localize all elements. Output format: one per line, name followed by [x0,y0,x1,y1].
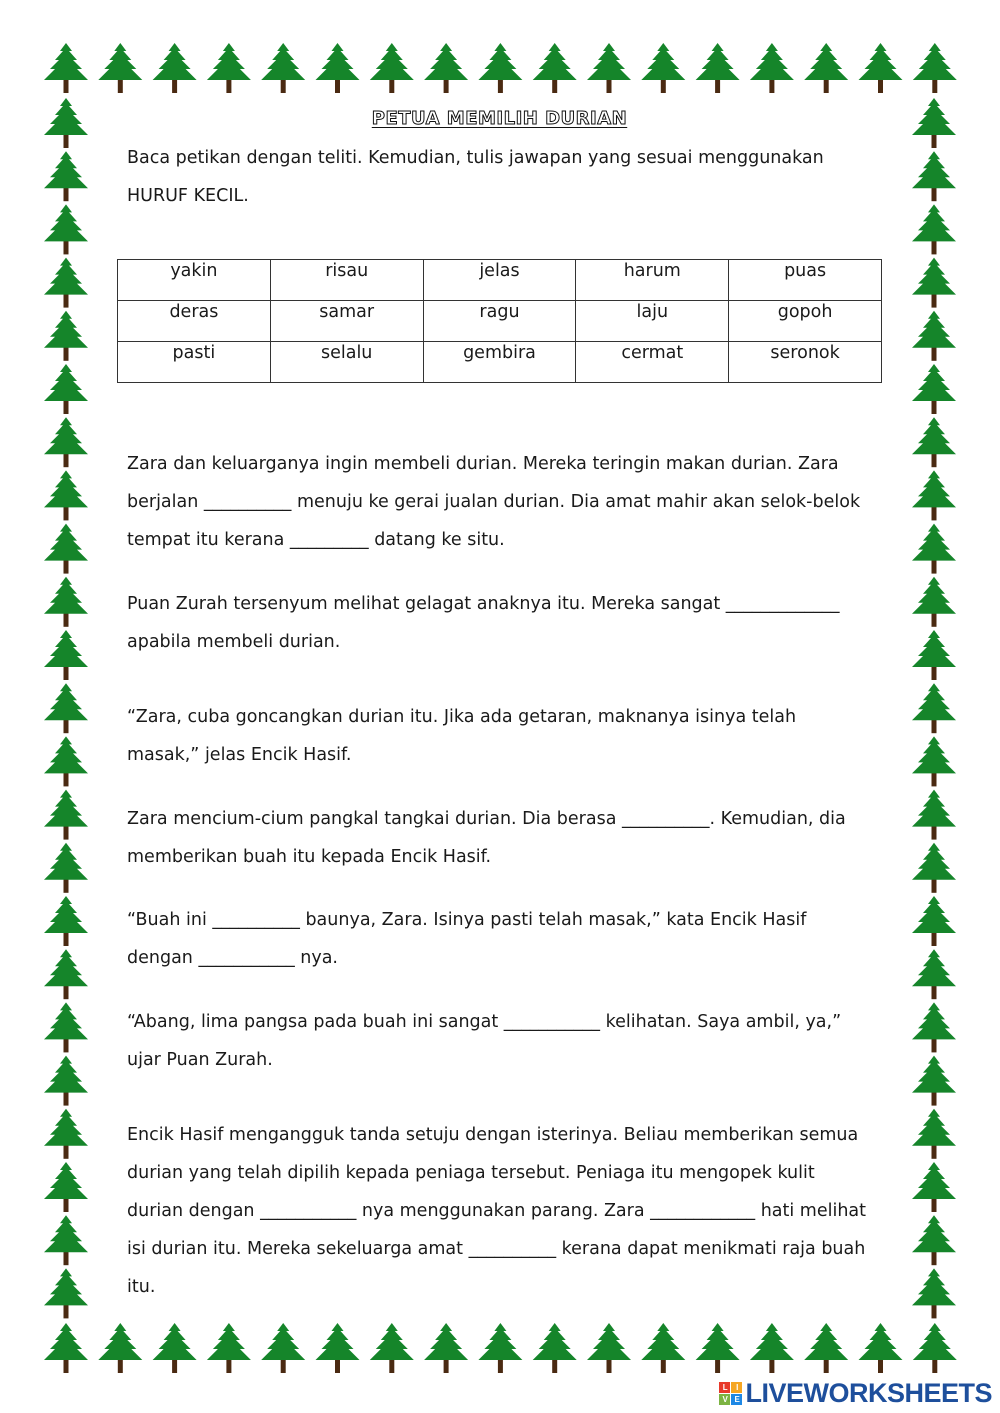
pine-tree-icon [316,43,360,93]
word-bank-table [117,259,882,383]
pine-tree-icon [912,524,956,574]
table-row [118,342,882,383]
pine-tree-icon [912,1109,956,1159]
pine-tree-icon [533,1323,577,1373]
pine-tree-icon [153,1323,197,1373]
word-cell: seronok [729,342,882,383]
pine-tree-icon [98,43,142,93]
word-cell: samar [270,301,423,342]
pine-tree-icon [912,1268,956,1318]
pine-tree-icon [44,470,88,520]
pine-tree-icon [912,683,956,733]
pine-tree-icon [912,1056,956,1106]
pine-tree-icon [44,151,88,201]
liveworksheets-watermark [719,1378,992,1409]
word-cell: gopoh [729,301,882,342]
pine-tree-icon [44,311,88,361]
pine-tree-icon [696,1323,740,1373]
passage-paragraph-6: “Abang, lima pangsa pada buah ini sangat ___________ kelihatan. Saya ambil, ya,” ujar Puan Zurah. [127,1012,842,1070]
word-cell: puas [729,260,882,301]
pine-tree-icon [44,790,88,840]
pine-tree-icon [44,417,88,467]
pine-tree-icon [912,151,956,201]
word-cell: selalu [270,342,423,383]
logo-letter: L [719,1382,730,1393]
pine-tree-icon [533,43,577,93]
pine-tree-icon [912,204,956,254]
word-cell: risau [270,260,423,301]
pine-tree-icon [44,736,88,786]
pine-tree-icon [44,1056,88,1106]
pine-tree-icon [912,843,956,893]
pine-tree-icon [478,1323,522,1373]
pine-tree-icon [261,43,305,93]
pine-tree-icon [424,43,468,93]
pine-tree-icon [98,1323,142,1373]
passage-paragraph-5: “Buah ini __________ baunya, Zara. Isinya pasti telah masak,” kata Encik Hasif dengan ___________ nya. [127,910,807,968]
pine-tree-icon [859,1323,903,1373]
pine-tree-icon [912,577,956,627]
pine-tree-icon [207,43,251,93]
pine-tree-icon [912,790,956,840]
word-cell: jelas [423,260,576,301]
pine-tree-icon [641,43,685,93]
pine-tree-icon [750,1323,794,1373]
worksheet-content [127,108,872,1297]
pine-tree-icon [44,843,88,893]
pine-tree-icon [912,311,956,361]
pine-tree-icon [44,1215,88,1265]
pine-tree-icon [261,1323,305,1373]
instruction-text: Baca petikan dengan teliti. Kemudian, tulis jawapan yang sesuai menggunakan HURUF KECIL. [127,148,824,206]
logo-letter: I [731,1382,742,1393]
pine-tree-icon [859,43,903,93]
pine-tree-icon [912,1002,956,1052]
pine-tree-icon [912,630,956,680]
pine-tree-icon [587,1323,631,1373]
pine-tree-icon [912,417,956,467]
pine-tree-icon [804,1323,848,1373]
pine-tree-icon [913,1323,957,1373]
pine-tree-icon [44,258,88,308]
pine-tree-icon [912,1162,956,1212]
word-cell: gembira [423,342,576,383]
pine-tree-icon [44,949,88,999]
pine-tree-icon [44,43,88,93]
pine-tree-icon [804,43,848,93]
pine-tree-icon [207,1323,251,1373]
pine-tree-icon [44,1268,88,1318]
word-cell: yakin [118,260,271,301]
word-cell: ragu [423,301,576,342]
pine-tree-icon [913,43,957,93]
pine-tree-icon [750,43,794,93]
passage-paragraph-2: Puan Zurah tersenyum melihat gelagat anaknya itu. Mereka sangat _____________ apabila membeli durian. [127,594,840,652]
passage-paragraph-3: “Zara, cuba goncangkan durian itu. Jika ada getaran, maknanya isinya telah masak,” jelas Encik Hasif. [127,707,797,765]
table-row [118,301,882,342]
pine-tree-icon [44,98,88,148]
pine-tree-icon [44,577,88,627]
pine-tree-icon [912,949,956,999]
logo-letter: E [731,1394,742,1405]
page-title: PETUA MEMILIH DURIAN [371,108,628,129]
pine-tree-icon [912,736,956,786]
pine-tree-icon [912,258,956,308]
pine-tree-icon [912,1215,956,1265]
word-cell: pasti [118,342,271,383]
pine-tree-icon [44,524,88,574]
word-cell: deras [118,301,271,342]
pine-tree-icon [912,470,956,520]
table-row [118,260,882,301]
pine-tree-icon [370,43,414,93]
passage-paragraph-1: Zara dan keluarganya ingin membeli durian. Mereka teringin makan durian. Zara berjalan __________ menuju ke gerai jualan durian. Dia amat mahir akan selok-belok tempat itu kerana _________ datang ke situ. [127,454,861,550]
pine-tree-icon [912,98,956,148]
pine-tree-icon [912,896,956,946]
word-cell: laju [576,301,729,342]
pine-tree-icon [696,43,740,93]
pine-tree-icon [44,1323,88,1373]
pine-tree-icon [44,1109,88,1159]
passage-paragraph-7: Encik Hasif mengangguk tanda setuju dengan isterinya. Beliau memberikan semua durian yang telah dipilih kepada peniaga tersebut. Peniaga itu mengopek kulit durian dengan ___________ nya menggunakan parang. Zara ____________ hati melihat isi durian itu. Mereka sekeluarga amat __________ kerana dapat menikmati raja buah itu. [127,1125,867,1297]
pine-tree-icon [44,896,88,946]
pine-tree-icon [44,1002,88,1052]
word-cell: cermat [576,342,729,383]
liveworksheets-logo-icon [719,1382,742,1405]
pine-tree-icon [316,1323,360,1373]
pine-tree-icon [44,630,88,680]
pine-tree-icon [370,1323,414,1373]
word-cell: harum [576,260,729,301]
pine-tree-icon [641,1323,685,1373]
logo-letter: V [719,1394,730,1405]
pine-tree-icon [478,43,522,93]
pine-tree-icon [44,683,88,733]
pine-tree-icon [912,364,956,414]
pine-tree-icon [44,1162,88,1212]
passage-paragraph-4: Zara mencium-cium pangkal tangkai durian. Dia berasa __________. Kemudian, dia memberikan buah itu kepada Encik Hasif. [127,809,846,867]
pine-tree-icon [424,1323,468,1373]
watermark-text: LIVEWORKSHEETS [745,1378,992,1408]
pine-tree-icon [44,364,88,414]
pine-tree-icon [587,43,631,93]
pine-tree-icon [153,43,197,93]
pine-tree-icon [44,204,88,254]
